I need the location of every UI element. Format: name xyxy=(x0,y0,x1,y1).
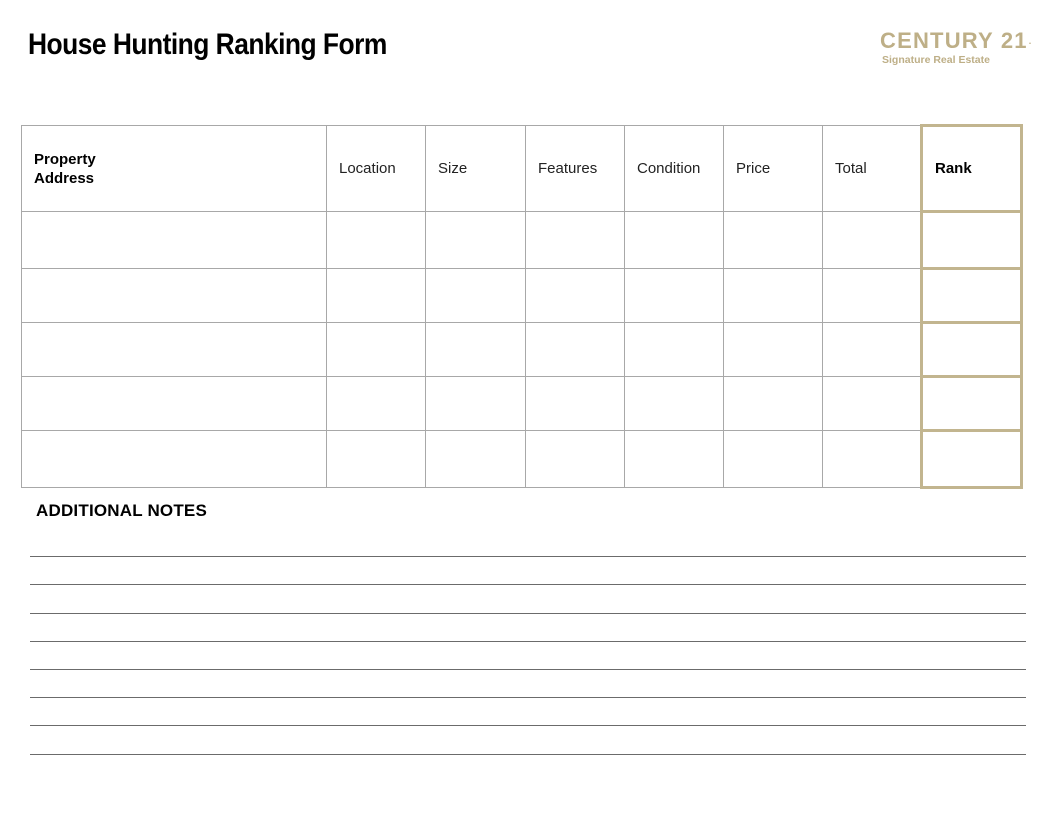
cell-price[interactable] xyxy=(724,377,823,431)
cell-condition[interactable] xyxy=(625,377,724,431)
cell-property-address[interactable] xyxy=(22,212,327,269)
cell-total[interactable] xyxy=(823,269,922,323)
cell-condition[interactable] xyxy=(625,431,724,488)
cell-location[interactable] xyxy=(327,269,426,323)
notes-line[interactable] xyxy=(30,584,1026,585)
cell-location[interactable] xyxy=(327,212,426,269)
logo-tagline: Signature Real Estate xyxy=(882,54,990,66)
cell-features[interactable] xyxy=(526,212,625,269)
cell-rank[interactable] xyxy=(922,269,1022,323)
notes-line[interactable] xyxy=(30,725,1026,726)
header-property-address-line2: Address xyxy=(34,169,95,187)
cell-property-address[interactable] xyxy=(22,377,327,431)
cell-price[interactable] xyxy=(724,431,823,488)
cell-property-address[interactable] xyxy=(22,269,327,323)
cell-location[interactable] xyxy=(327,323,426,377)
table-row xyxy=(22,377,1022,431)
cell-location[interactable] xyxy=(327,377,426,431)
additional-notes-title: ADDITIONAL NOTES xyxy=(36,501,208,520)
cell-property-address[interactable] xyxy=(22,323,327,377)
header-total: Total xyxy=(823,126,922,212)
header-property-address-line1: Property xyxy=(34,150,96,168)
ranking-table xyxy=(21,124,1023,489)
cell-price[interactable] xyxy=(724,212,823,269)
header-size: Size xyxy=(426,126,526,212)
century21-logo xyxy=(880,29,1040,66)
cell-size[interactable] xyxy=(426,431,526,488)
notes-line[interactable] xyxy=(30,754,1026,755)
cell-size[interactable] xyxy=(426,377,526,431)
cell-location[interactable] xyxy=(327,431,426,488)
notes-line[interactable] xyxy=(30,556,1026,557)
cell-rank[interactable] xyxy=(922,377,1022,431)
cell-condition[interactable] xyxy=(625,212,724,269)
form-title: House Hunting Ranking Form xyxy=(28,28,387,61)
cell-rank[interactable] xyxy=(922,323,1022,377)
notes-line[interactable] xyxy=(30,697,1026,698)
header-condition: Condition xyxy=(625,126,724,212)
cell-price[interactable] xyxy=(724,269,823,323)
cell-condition[interactable] xyxy=(625,323,724,377)
table-row xyxy=(22,323,1022,377)
cell-total[interactable] xyxy=(823,323,922,377)
cell-features[interactable] xyxy=(526,431,625,488)
cell-total[interactable] xyxy=(823,431,922,488)
cell-price[interactable] xyxy=(724,323,823,377)
header-features: Features xyxy=(526,126,625,212)
notes-line[interactable] xyxy=(30,669,1026,670)
notes-line[interactable] xyxy=(30,613,1026,614)
cell-condition[interactable] xyxy=(625,269,724,323)
header-price: Price xyxy=(724,126,823,212)
logo-brand: CENTURY 21 xyxy=(880,28,1028,53)
table-row xyxy=(22,269,1022,323)
cell-total[interactable] xyxy=(823,212,922,269)
table-row xyxy=(22,212,1022,269)
header-property-address xyxy=(22,126,327,212)
cell-features[interactable] xyxy=(526,269,625,323)
table-header-row xyxy=(22,126,1022,212)
cell-size[interactable] xyxy=(426,269,526,323)
table-row xyxy=(22,431,1022,488)
header-location: Location xyxy=(327,126,426,212)
cell-size[interactable] xyxy=(426,212,526,269)
cell-features[interactable] xyxy=(526,377,625,431)
notes-line[interactable] xyxy=(30,641,1026,642)
cell-rank[interactable] xyxy=(922,431,1022,488)
logo-mark: . xyxy=(1028,36,1033,46)
cell-rank[interactable] xyxy=(922,212,1022,269)
cell-total[interactable] xyxy=(823,377,922,431)
cell-size[interactable] xyxy=(426,323,526,377)
cell-features[interactable] xyxy=(526,323,625,377)
header-rank: Rank xyxy=(922,126,1022,212)
cell-property-address[interactable] xyxy=(22,431,327,488)
